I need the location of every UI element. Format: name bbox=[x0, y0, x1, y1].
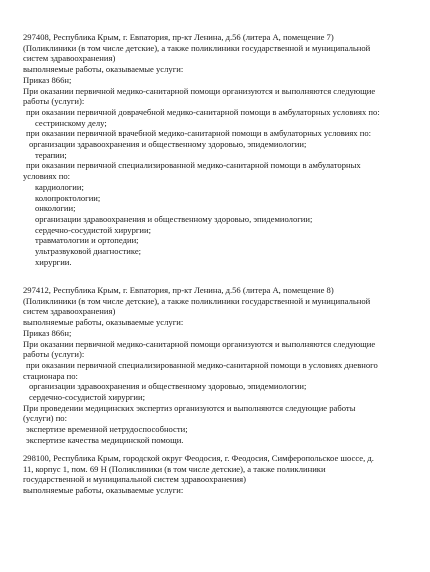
address-line: 11, корпус 1, пом. 69 Н (Поликлиники (в том числе детские), а также поликлиники bbox=[23, 463, 326, 474]
works-heading: выполняемые работы, оказываемые услуги: bbox=[23, 64, 184, 75]
service-item: организации здравоохранения и общественному здоровью, эпидемиологии; bbox=[29, 381, 307, 392]
address-line: (Поликлиники (в том числе детские), а также поликлиники государственной и муниципальной bbox=[23, 42, 371, 53]
service-item: ультразвуковой диагностике; bbox=[35, 246, 142, 257]
care-category: условиях по: bbox=[23, 171, 71, 182]
address-line: (Поликлиники (в том числе детские), а также поликлиники государственной и муниципальной bbox=[23, 295, 371, 306]
service-item: сестринскому делу; bbox=[35, 117, 107, 128]
paragraph-line: При оказании первичной медико-санитарной помощи организуются и выполняются следующие bbox=[23, 338, 376, 349]
service-item: организации здравоохранения и общественному здоровью, эпидемиологии; bbox=[35, 213, 313, 224]
care-category: стационара по: bbox=[23, 370, 78, 381]
address-line: систем здравоохранения) bbox=[23, 53, 116, 64]
care-category: при оказании первичной врачебной медико-санитарной помощи в амбулаторных условиях по: bbox=[26, 128, 372, 139]
service-item: онкологии; bbox=[35, 203, 76, 214]
paragraph-line: работы (услуги): bbox=[23, 349, 85, 360]
address-line: государственной и муниципальной систем здравоохранения) bbox=[23, 474, 246, 485]
service-item: кардиологии; bbox=[35, 181, 84, 192]
address-line: 297412, Республика Крым, г. Евпатория, пр-кт Ленина, д.56 (литера А, помещение 8) bbox=[23, 285, 334, 295]
address-section-297408 bbox=[23, 32, 413, 267]
care-category: при оказании первичной доврачебной медико-санитарной помощи в амбулаторных условиях по: bbox=[26, 106, 380, 117]
care-category: при оказании первичной специализированной медико-санитарной помощи в условиях дневного bbox=[26, 359, 378, 370]
service-item: терапии; bbox=[35, 149, 67, 160]
service-item: экспертизе качества медицинской помощи. bbox=[26, 434, 184, 445]
care-category: при оказании первичной специализированной медико-санитарной помощи в амбулаторных bbox=[26, 160, 361, 171]
address-line: 297408, Республика Крым, г. Евпатория, пр-кт Ленина, д.56 (литера А, помещение 7) bbox=[23, 32, 334, 42]
paragraph-line: При проведении медицинских экспертиз организуются и выполняются следующие работы bbox=[23, 402, 356, 413]
address-section-298100 bbox=[23, 453, 413, 496]
paragraph-line: При оказании первичной медико-санитарной помощи организуются и выполняются следующие bbox=[23, 85, 376, 96]
works-heading: выполняемые работы, оказываемые услуги: bbox=[23, 317, 184, 328]
order-reference: Приказ 866н; bbox=[23, 74, 72, 85]
order-reference: Приказ 866н; bbox=[23, 327, 72, 338]
paragraph-line: (услуги) по: bbox=[23, 413, 67, 424]
service-item: сердечно-сосудистой хирургии; bbox=[35, 224, 152, 235]
address-line: 298100, Республика Крым, городской округ Феодосия, г. Феодосия, Симферопольское шоссе, д. bbox=[23, 453, 374, 463]
address-section-297412 bbox=[23, 285, 413, 446]
service-item: колопроктологии; bbox=[35, 192, 101, 203]
service-item: травматологии и ортопедии; bbox=[35, 235, 139, 246]
service-item: экспертизе временной нетрудоспособности; bbox=[26, 424, 188, 435]
works-heading: выполняемые работы, оказываемые услуги: bbox=[23, 485, 184, 496]
address-line: систем здравоохранения) bbox=[23, 306, 116, 317]
service-item: организации здравоохранения и общественному здоровью, эпидемиологии; bbox=[29, 139, 307, 150]
service-item: сердечно-сосудистой хирургии; bbox=[29, 392, 146, 403]
paragraph-line: работы (услуги): bbox=[23, 96, 85, 107]
service-item: хирургии. bbox=[35, 256, 72, 267]
